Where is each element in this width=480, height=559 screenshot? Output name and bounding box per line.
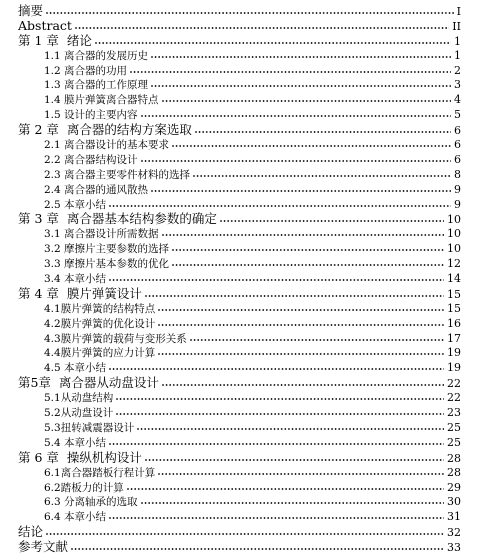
toc-section-entry xyxy=(0,510,461,525)
dot-leader xyxy=(141,115,451,117)
toc-section-entry xyxy=(0,257,461,272)
toc-section-entry xyxy=(0,227,461,242)
dot-leader xyxy=(141,502,444,504)
toc-entry-page-number: 25 xyxy=(447,435,461,449)
dot-leader xyxy=(145,459,444,461)
toc-section-entry xyxy=(0,346,461,361)
toc-entry-title: 4.2膜片弹簧的优化设计 xyxy=(44,317,156,330)
toc-entry-title: 1.5 设计的主要内容 xyxy=(44,109,138,122)
toc-entry-page-number: 9 xyxy=(454,197,461,211)
toc-section-entry xyxy=(0,183,461,198)
toc-section-entry xyxy=(0,361,461,376)
toc-entry-title: 参考文献 xyxy=(18,539,69,555)
dot-leader xyxy=(109,368,444,370)
toc-entry-title: 4.5 本章小结 xyxy=(44,362,107,375)
dot-leader xyxy=(116,398,444,400)
toc-entry-page-number: 6 xyxy=(454,138,461,152)
toc-section-entry xyxy=(0,242,461,257)
toc-entry-page-number: 2 xyxy=(454,63,461,77)
toc-entry-page-number: 25 xyxy=(447,420,461,434)
toc-section-entry xyxy=(0,421,461,436)
toc-entry-title: Abstract xyxy=(18,17,72,33)
toc-entry-title: 5.1从动盘结构 xyxy=(44,392,114,405)
toc-section-entry xyxy=(0,495,461,510)
toc-section-entry xyxy=(0,198,461,213)
toc-entry-title: 5.4 本章小结 xyxy=(44,436,107,449)
toc-entry-page-number: 22 xyxy=(447,377,461,391)
dot-leader xyxy=(137,428,444,430)
toc-section-entry xyxy=(0,153,461,168)
toc-chapter-entry xyxy=(0,34,461,49)
dot-leader xyxy=(109,517,444,519)
toc-section-entry xyxy=(0,138,461,153)
toc-entry-title: 6.1离合器踏板行程计算 xyxy=(44,466,156,479)
dot-leader xyxy=(162,384,444,386)
toc-section-entry xyxy=(0,436,461,451)
toc-entry-title: 第 2 章 离合器的结构方案选取 xyxy=(18,122,192,138)
dot-leader xyxy=(193,175,451,177)
toc-entry-page-number: 14 xyxy=(447,272,461,286)
toc-entry-title: 3.1 离合器设计所需数据 xyxy=(44,228,159,241)
toc-entry-title: 5.2从动盘设计 xyxy=(44,407,114,420)
toc-entry-title: 第 6 章 操纵机构设计 xyxy=(18,449,142,465)
toc-entry-title: 2.3 离合器主要零件材料的选择 xyxy=(44,168,191,181)
toc-entry-title: 2.5 本章小结 xyxy=(44,198,107,211)
toc-entry-page-number: 1 xyxy=(454,48,461,62)
toc-entry-title: 结论 xyxy=(18,524,44,540)
toc-section-entry xyxy=(0,49,461,64)
toc-chapter-entry xyxy=(0,212,461,227)
toc-entry-page-number: 6 xyxy=(454,152,461,166)
toc-entry-title: 摘要 xyxy=(18,3,44,18)
toc-entry-page-number: 28 xyxy=(447,451,461,465)
toc-entry-title: 4.1膜片弹簧的结构特点 xyxy=(44,302,156,315)
toc-entry-title: 第 1 章 绪论 xyxy=(18,32,92,48)
dot-leader xyxy=(71,548,444,550)
toc-entry-page-number: II xyxy=(452,19,461,33)
toc-section-entry xyxy=(0,317,461,332)
dot-leader xyxy=(130,71,451,73)
toc-entry-page-number: 10 xyxy=(447,227,461,241)
dot-leader xyxy=(172,264,444,266)
dot-leader xyxy=(95,42,451,44)
toc-entry-title: 1.4 膜片弹簧离合器特点 xyxy=(44,94,159,107)
toc-section-entry xyxy=(0,332,461,347)
toc-entry-title: 5.3扭转减震器设计 xyxy=(44,421,135,434)
table-of-contents xyxy=(0,4,461,555)
toc-entry-title: 第 3 章 离合器基本结构参数的确定 xyxy=(18,211,217,227)
toc-entry-title: 2.2 离合器结构设计 xyxy=(44,153,138,166)
toc-entry-page-number: 23 xyxy=(447,406,461,420)
toc-entry-title: 2.1 离合器设计的基本要求 xyxy=(44,139,170,152)
toc-entry-page-number: 10 xyxy=(447,242,461,256)
toc-entry-title: 6.3 分离轴承的选取 xyxy=(44,496,138,509)
toc-entry-title: 3.2 摩擦片主要参数的选择 xyxy=(44,243,170,256)
toc-section-entry xyxy=(0,302,461,317)
toc-entry-title: 2.4 离合器的通风散热 xyxy=(44,183,149,196)
toc-chapter-entry xyxy=(0,123,461,138)
toc-entry-page-number: 10 xyxy=(447,213,461,227)
dot-leader xyxy=(109,205,451,207)
toc-entry-title: 3.4 本章小结 xyxy=(44,273,107,286)
dot-leader xyxy=(190,339,444,341)
toc-entry-page-number: 15 xyxy=(447,301,461,315)
toc-entry-title: 1.3 离合器的工作原理 xyxy=(44,79,149,92)
toc-entry-page-number: 6 xyxy=(454,124,461,138)
dot-leader xyxy=(151,190,451,192)
toc-entry-page-number: 22 xyxy=(447,391,461,405)
toc-entry-title: 1.1 离合器的发展历史 xyxy=(44,49,149,62)
dot-leader xyxy=(162,100,451,102)
toc-chapter-entry xyxy=(0,376,461,391)
dot-leader xyxy=(158,309,444,311)
dot-leader xyxy=(195,131,451,133)
toc-section-entry xyxy=(0,391,461,406)
toc-entry-page-number: 8 xyxy=(454,167,461,181)
dot-leader xyxy=(141,160,451,162)
toc-chapter-entry xyxy=(0,525,461,540)
toc-chapter-entry xyxy=(0,451,461,466)
toc-entry-page-number: 17 xyxy=(447,331,461,345)
dot-leader xyxy=(75,27,449,29)
toc-entry-page-number: I xyxy=(456,5,461,18)
toc-chapter-entry xyxy=(0,287,461,302)
toc-section-entry xyxy=(0,64,461,79)
dot-leader xyxy=(46,533,444,535)
toc-entry-page-number: 3 xyxy=(454,78,461,92)
toc-section-entry xyxy=(0,108,461,123)
dot-leader xyxy=(46,12,454,14)
dot-leader xyxy=(127,488,444,490)
dot-leader xyxy=(158,353,444,355)
toc-section-entry xyxy=(0,78,461,93)
toc-page xyxy=(0,4,480,559)
toc-section-entry xyxy=(0,466,461,481)
dot-leader xyxy=(109,443,444,445)
toc-section-entry xyxy=(0,168,461,183)
toc-entry-page-number: 5 xyxy=(454,108,461,122)
toc-entry-page-number: 15 xyxy=(447,287,461,301)
toc-entry-page-number: 19 xyxy=(447,361,461,375)
dot-leader xyxy=(162,234,444,236)
toc-section-entry xyxy=(0,481,461,496)
dot-leader xyxy=(158,473,444,475)
toc-section-entry xyxy=(0,93,461,108)
toc-section-entry xyxy=(0,406,461,421)
toc-entry-page-number: 33 xyxy=(447,541,461,555)
toc-entry-page-number: 19 xyxy=(447,346,461,360)
toc-chapter-entry xyxy=(0,4,461,19)
toc-entry-page-number: 31 xyxy=(447,510,461,524)
toc-entry-page-number: 32 xyxy=(447,526,461,540)
toc-entry-title: 第 4 章 膜片弹簧设计 xyxy=(18,285,142,301)
toc-chapter-entry xyxy=(0,540,461,555)
toc-entry-title: 6.4 本章小结 xyxy=(44,511,107,524)
dot-leader xyxy=(145,295,444,297)
toc-entry-page-number: 1 xyxy=(454,34,461,48)
dot-leader xyxy=(116,413,444,415)
toc-entry-page-number: 16 xyxy=(447,316,461,330)
dot-leader xyxy=(220,220,444,222)
toc-entry-title: 1.2 离合器的功用 xyxy=(44,64,128,77)
dot-leader xyxy=(158,324,444,326)
toc-entry-title: 第5章 离合器从动盘设计 xyxy=(18,375,159,391)
dot-leader xyxy=(172,249,444,251)
toc-entry-title: 4.4膜片弹簧的应力计算 xyxy=(44,347,156,360)
dot-leader xyxy=(109,279,444,281)
dot-leader xyxy=(151,85,451,87)
dot-leader xyxy=(151,56,451,58)
toc-entry-title: 4.3膜片弹簧的载荷与变形关系 xyxy=(44,332,187,345)
toc-entry-page-number: 4 xyxy=(454,93,461,107)
toc-entry-page-number: 30 xyxy=(447,495,461,509)
toc-entry-page-number: 29 xyxy=(447,480,461,494)
toc-entry-title: 3.3 摩擦片基本参数的优化 xyxy=(44,258,170,271)
toc-chapter-entry xyxy=(0,19,461,34)
toc-entry-page-number: 12 xyxy=(447,257,461,271)
toc-entry-page-number: 9 xyxy=(454,182,461,196)
toc-entry-page-number: 28 xyxy=(447,465,461,479)
toc-entry-title: 6.2踏板力的计算 xyxy=(44,481,124,494)
toc-section-entry xyxy=(0,272,461,287)
dot-leader xyxy=(172,145,451,147)
